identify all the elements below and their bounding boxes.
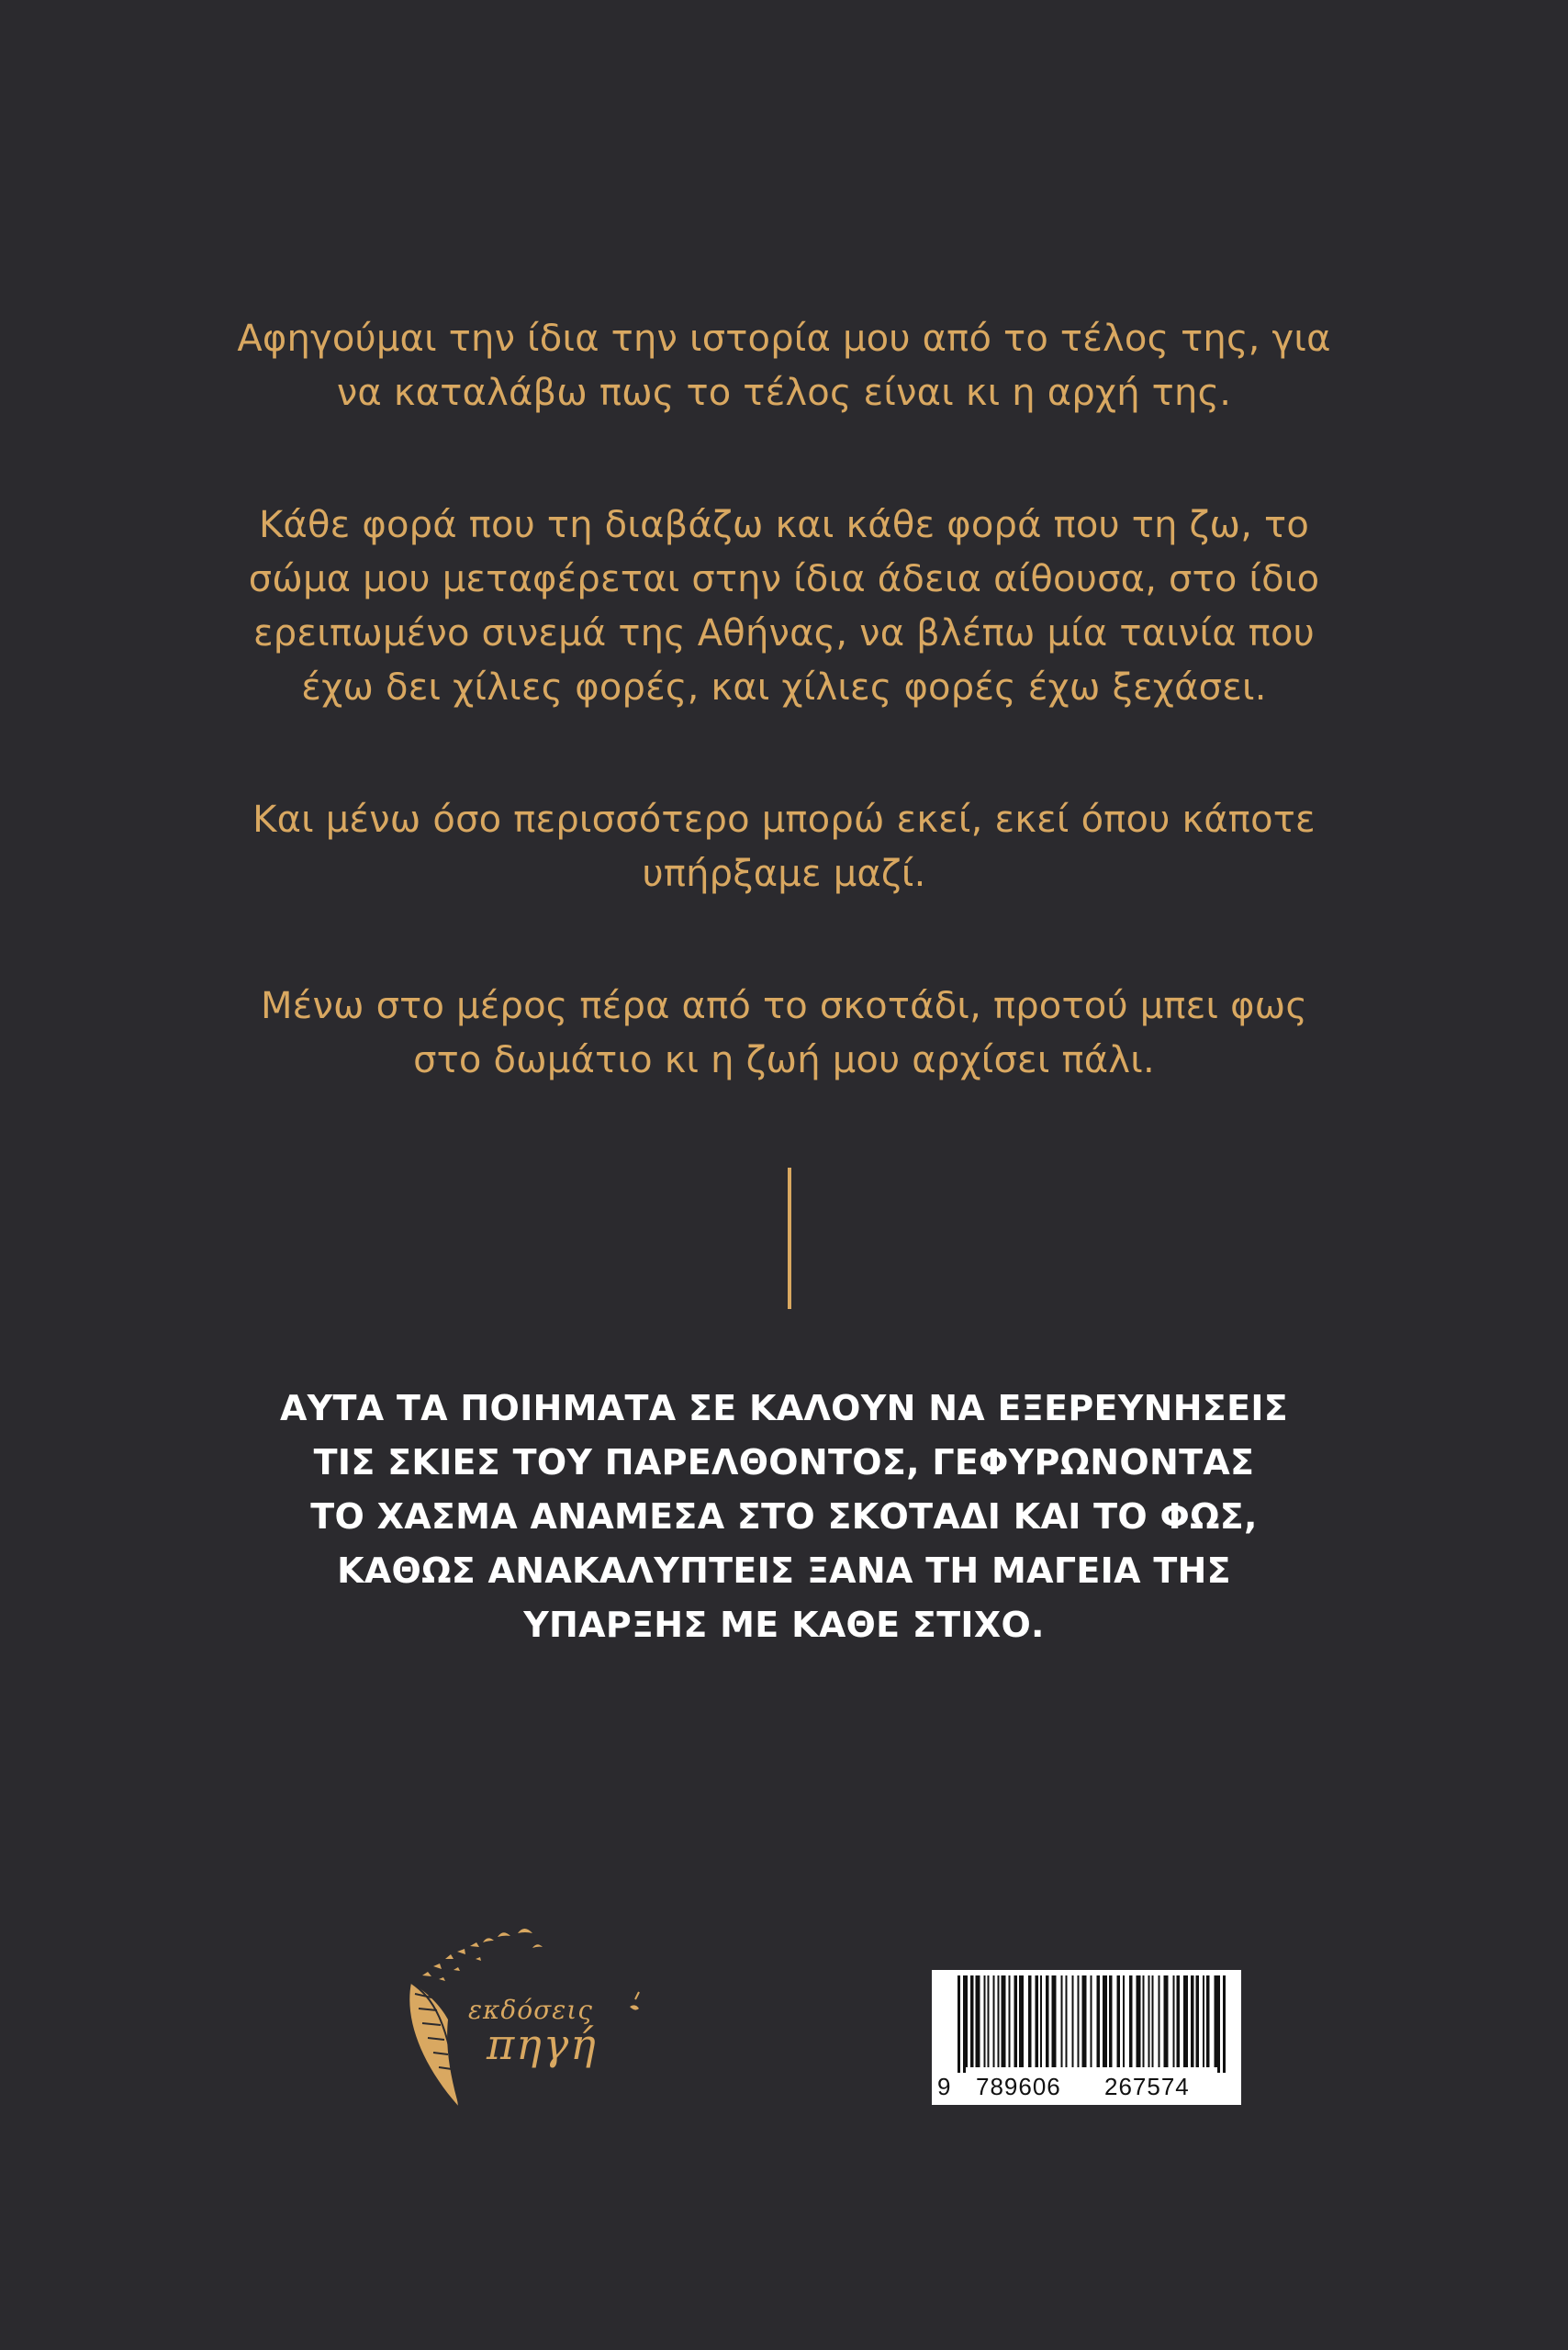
barcode-group-2: 267574 (1104, 2073, 1190, 2100)
blurb-line: υπήρξαμε μαζί. (642, 853, 926, 895)
back-cover-blurb (0, 312, 1568, 1166)
tagline-line: ΤΙΣ ΣΚΙΕΣ ΤΟΥ ΠΑΡΕΛΘΟΝΤΟΣ, ΓΕΦΥΡΩΝΟΝΤΑΣ (313, 1442, 1255, 1483)
barcode-group-1: 789606 (976, 2073, 1061, 2100)
blurb-line: ερειπωμένο σινεμά της Αθήνας, να βλέπω μία ταινία που (252, 612, 1315, 655)
blurb-paragraph-1 (0, 312, 1568, 420)
blurb-line: Αφηγούμαι την ίδια την ιστορία μου από το τέλος της, για (237, 318, 1331, 360)
blurb-paragraph-2 (0, 498, 1568, 715)
publisher-name-line2: πηγή (487, 2020, 598, 2069)
barcode-number (932, 2073, 1241, 2100)
barcode-bars (932, 1970, 1241, 2073)
tagline-line: ΤΟ ΧΑΣΜΑ ΑΝΑΜΕΣΑ ΣΤΟ ΣΚΟΤΑΔΙ ΚΑΙ ΤΟ ΦΩΣ, (310, 1496, 1258, 1537)
tagline-line: ΚΑΘΩΣ ΑΝΑΚΑΛΥΠΤΕΙΣ ΞΑΝΑ ΤΗ ΜΑΓΕΙΑ ΤΗΣ (337, 1550, 1231, 1591)
blurb-line: να καταλάβω πως το τέλος είναι κι η αρχή της. (336, 372, 1232, 414)
blurb-line: στο δωμάτιο κι η ζωή μου αρχίσει πάλι. (413, 1039, 1155, 1081)
tagline (0, 1382, 1568, 1652)
blurb-paragraph-4 (0, 979, 1568, 1088)
vertical-divider (788, 1168, 791, 1309)
blurb-line: Και μένω όσο περισσότερο μπορώ εκεί, εκεί όπου κάποτε (252, 799, 1316, 841)
tagline-line: ΥΠΑΡΞΗΣ ΜΕ ΚΑΘΕ ΣΤΙΧΟ. (523, 1605, 1045, 1645)
blurb-line: σώμα μου μεταφέρεται στην ίδια άδεια αίθουσα, στο ίδιο (248, 558, 1320, 600)
blurb-line: Κάθε φορά που τη διαβάζω και κάθε φορά που τη ζω, το (258, 504, 1309, 546)
isbn-barcode (932, 1970, 1241, 2105)
barcode-first-digit: 9 (937, 2073, 951, 2100)
tagline-line: ΑΥΤΑ ΤΑ ΠΟΙΗΜΑΤΑ ΣΕ ΚΑΛΟΥΝ ΝΑ ΕΞΕΡΕΥΝΗΣΕΙΣ (279, 1388, 1289, 1428)
publisher-logo (395, 1919, 661, 2111)
blurb-line: έχω δει χίλιες φορές, και χίλιες φορές έχω ξεχάσει. (301, 666, 1267, 709)
blurb-line: Μένω στο μέρος πέρα από το σκοτάδι, προτού μπει φως (260, 985, 1308, 1027)
blurb-paragraph-3 (0, 793, 1568, 901)
publisher-name-line1: εκδόσεις (468, 1995, 593, 2025)
